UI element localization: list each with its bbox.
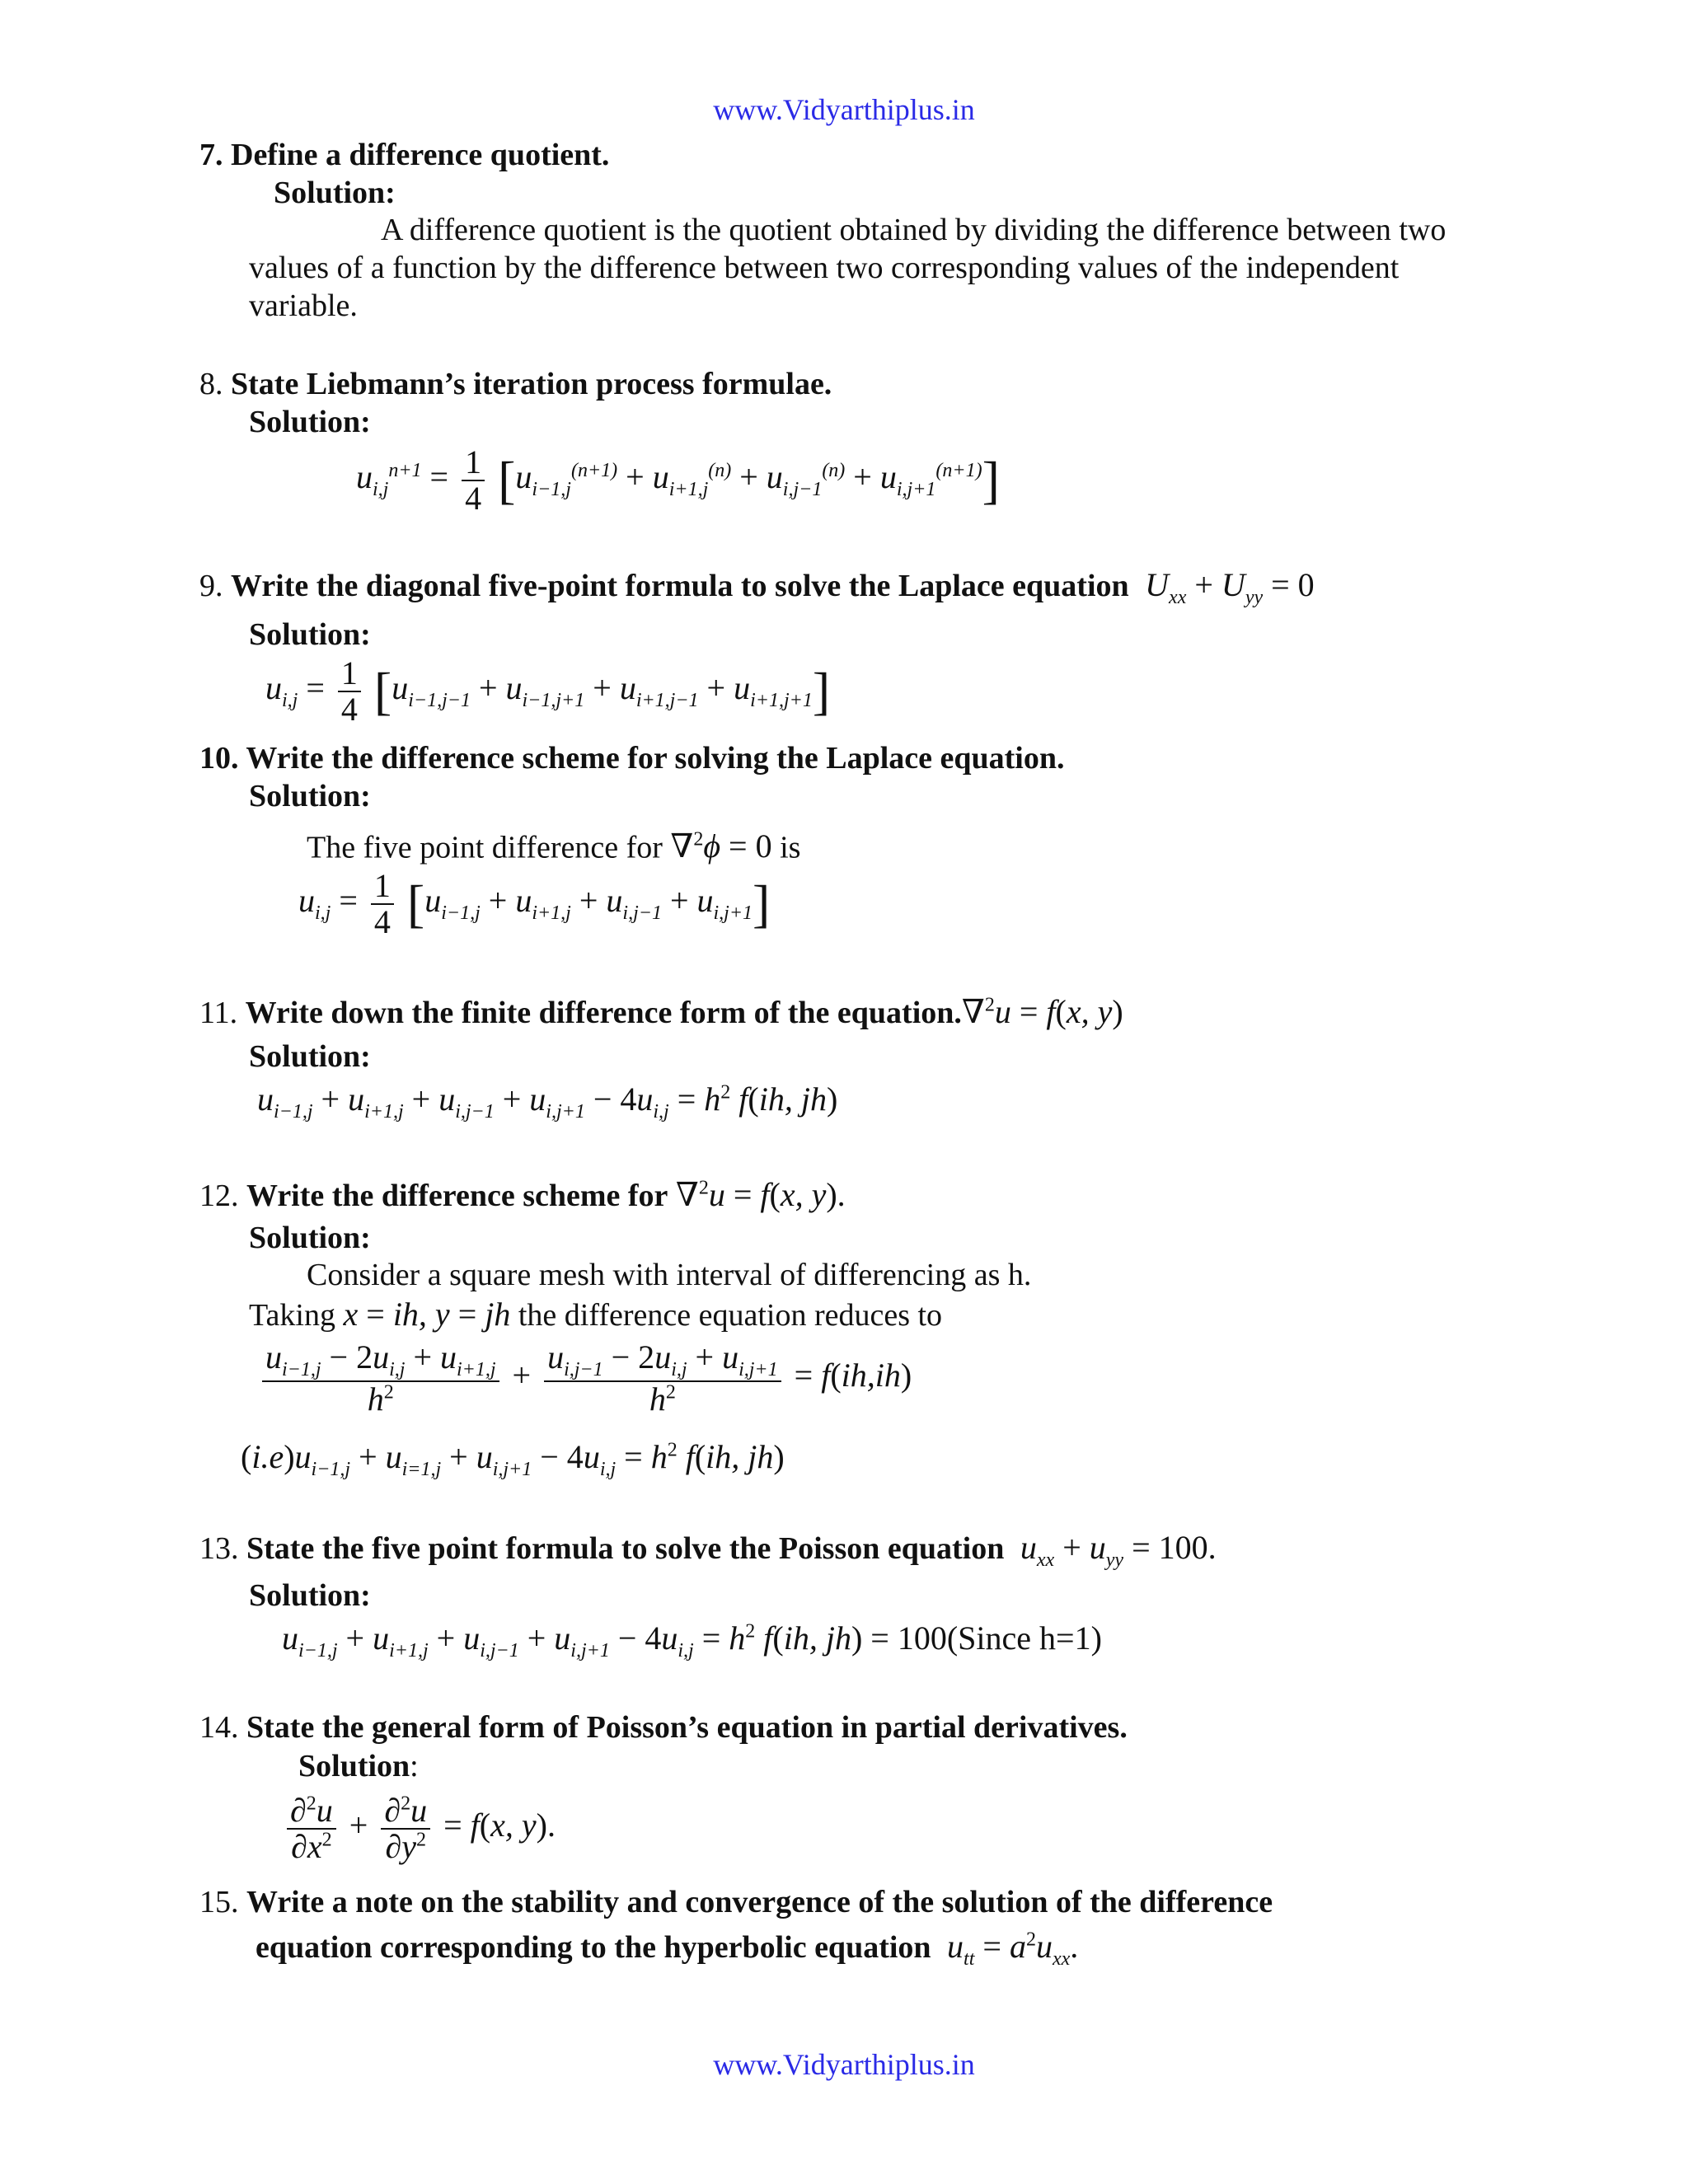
solution-label-14: Solution: — [298, 1749, 419, 1783]
solution-label: Solution: — [249, 405, 371, 439]
question-text: Write down the finite difference form of the equation. — [245, 996, 962, 1030]
question-15 — [199, 1884, 1273, 1920]
poisson-100-equation: $u_{xx} + u_{yy} = 100$. — [1011, 1529, 1217, 1571]
question-13 — [199, 1528, 1217, 1572]
taking-text: Taking — [249, 1298, 335, 1333]
question-15-line2 — [256, 1927, 1078, 1971]
difference-equation: $\frac{u_{i-1,j} - 2u_{i,j} + u_{i+1,j}}{h^2}$ + $\frac{u_{i,j-1} - 2u_{i,j} + u_{i,j+1}}{h^2}$ = f(ih,ih) — [257, 1340, 912, 1417]
question-text: Write the difference scheme for — [246, 1179, 668, 1213]
question-text: Write the diagonal five-point formula to solve the Laplace equation — [231, 569, 1129, 603]
taking-line — [249, 1296, 942, 1334]
question-number: 12. — [199, 1179, 239, 1213]
question-number: 11. — [199, 996, 238, 1030]
question-12 — [199, 1175, 846, 1214]
hyperbolic-equation: $u_{tt} = a^2u_{xx}$. — [939, 1928, 1079, 1970]
question-text: Write a note on the stability and convergence of the solution of the difference — [246, 1885, 1273, 1919]
solution-label: Solution: — [249, 1221, 371, 1255]
question-number: 8. — [199, 367, 223, 401]
solution-label: Solution: — [249, 1578, 371, 1613]
finite-difference-form: $u_{i-1,j} + u_{i+1,j} + u_{i,j-1} + u_{i,j+1} - 4u_{i,j} = h^2$ f(ih, jh) — [257, 1080, 838, 1122]
question-text: Define a difference quotient. — [231, 138, 610, 172]
question-7 — [199, 137, 609, 173]
reduces-text: the difference equation reduces to — [518, 1298, 943, 1333]
question-number: 9. — [199, 569, 223, 603]
question-8 — [199, 366, 832, 402]
poisson-equation: ∇$^2$u = f(x, y) — [961, 993, 1123, 1030]
laplace-equation: $U_{xx} + U_{yy} = 0$ — [1137, 566, 1315, 608]
poisson-general-form: $\frac{\partial^2u}{\partial x^2}$ + $\frac{\partial^2u}{\partial y^2}$ = f(x, y). — [282, 1793, 556, 1864]
poisson-five-point-formula: $u_{i-1,j} + u_{i+1,j} + u_{i,j-1} + u_{i,j+1} - 4u_{i,j} = h^2$ f(ih, jh) = 100(Since h=1) — [282, 1619, 1102, 1661]
laplacian-phi: ∇$^2$ϕ = 0 — [670, 827, 772, 865]
question-number: 7. — [199, 138, 223, 172]
intro-text: The five point difference for — [307, 830, 663, 865]
question-text: Write the difference scheme for solving the Laplace equation. — [246, 741, 1065, 776]
mesh-line: Consider a square mesh with interval of differencing as h. — [307, 1258, 1032, 1292]
five-point-intro — [307, 821, 800, 866]
intro-end-text: is — [780, 830, 801, 865]
question-10 — [199, 740, 1064, 776]
question-text: equation corresponding to the hyperbolic equation — [256, 1930, 931, 1965]
solution-label: Solution: — [249, 617, 371, 652]
diagonal-five-point-formula: $u_{i,j}$ = $\frac{1}{4}$ $[u_{i-1,j-1} + u_{i-1,j+1} + u_{i+1,j-1} + u_{i+1,j+1}]$ — [265, 654, 831, 728]
footer-url[interactable]: www.Vidyarthiplus.in — [713, 2048, 975, 2081]
solution-label: Solution: — [249, 779, 371, 813]
answer-text: A difference quotient is the quotient obtained by dividing the difference between two values of a function by the difference between two corresponding values of the independent variable. — [249, 213, 1447, 323]
poisson-equation: ∇$^2$u = f(x, y). — [675, 1176, 846, 1213]
question-text: State the five point formula to solve the Poisson equation — [246, 1531, 1005, 1566]
question-number: 10. — [199, 741, 239, 776]
solution-label: Solution — [298, 1749, 410, 1783]
question-number: 13. — [199, 1531, 239, 1566]
liebmann-formula: $u_{i,j}^{n+1}$ = $\frac{1}{4}$ $[u_{i-1,j}^{(n+1)} + u_{i+1,j}^{(n)} + u_{i,j-1}^{(n)} + u_{i,j+1}^{(n+1)}]$ — [356, 443, 1000, 517]
answer-paragraph — [249, 211, 1485, 325]
question-number: 14. — [199, 1710, 239, 1745]
question-number: 15. — [199, 1885, 239, 1919]
question-text: State Liebmann’s iteration process formulae. — [231, 367, 832, 401]
question-14 — [199, 1709, 1128, 1746]
standard-five-point-formula: $u_{i,j}$ = $\frac{1}{4}$ $[u_{i-1,j} + u_{i+1,j} + u_{i,j-1} + u_{i,j+1}]$ — [298, 867, 771, 940]
header-url[interactable]: www.Vidyarthiplus.in — [713, 93, 975, 126]
question-text: State the general form of Poisson’s equation in partial derivatives. — [246, 1710, 1128, 1745]
question-9 — [199, 565, 1315, 609]
solution-label: Solution: — [249, 1039, 371, 1074]
question-11 — [199, 992, 1123, 1031]
solution-label: Solution: — [274, 176, 396, 210]
mesh-substitution: x = ih, y = jh — [343, 1296, 511, 1333]
reduced-equation: $(i.e)u_{i-1,j} + u_{i=1,j} + u_{i,j+1} - 4u_{i,j} = h^2$ f(ih, jh) — [241, 1438, 785, 1480]
since-note: (Since h=1) — [946, 1619, 1102, 1657]
